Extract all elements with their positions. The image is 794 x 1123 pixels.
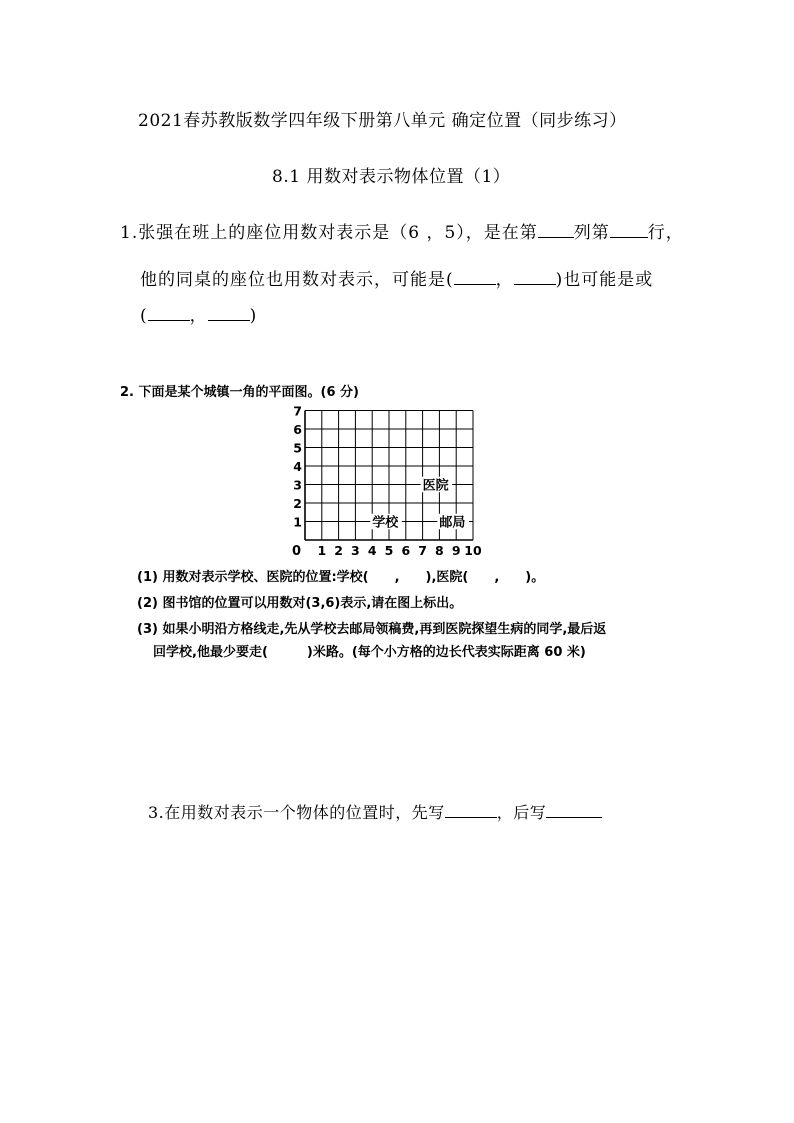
place-label: 学校 [372,515,399,531]
answer-blank-second[interactable] [546,803,602,818]
grid-origin-label: 0 [291,544,301,559]
q1-text-b: 列第 [573,223,610,243]
place-label: 邮局 [439,515,466,531]
q3-text-sep: ，后写 [496,803,547,822]
page-subtitle: 8.1 用数对表示物体位置（1） [272,167,511,187]
q2-sub-question-3-line-2: 回学校,他最少要走( )米路。(每个小方格的边长代表实际距离 60 米) [153,645,586,660]
grid-y-tick-label: 1 [293,514,302,530]
page-title: 2021春苏教版数学四年级下册第八单元 确定位置（同步练习） [138,111,627,131]
grid-x-tick-label: 4 [367,543,377,558]
q1-line2-text-a: 他的同桌的座位也用数对表示，可能是( [140,270,454,290]
grid-y-tick-label: 6 [293,422,302,437]
grid-y-tick-label: 2 [293,496,302,511]
grid-x-tick-label: 6 [401,543,411,558]
place-label: 医院 [422,478,449,494]
grid-x-tick-label: 2 [334,543,343,558]
grid-y-tick-label: 3 [293,477,302,493]
grid-y-tick-label: 7 [293,403,302,419]
q1-line3-close: ) [249,306,258,326]
grid-x-tick-label: 1 [317,543,327,558]
answer-blank-first[interactable] [445,803,497,818]
grid-x-tick-label: 9 [451,543,461,558]
q1-line2-sep: ， [495,270,514,290]
q1-text-a: 1.张强在班上的座位用数对表示是（6 ，5），是在第 [120,223,538,243]
q2-sub-question-1: (1) 用数对表示学校、医院的位置:学校( , ),医院( , )。 [137,570,545,585]
q2-sub-question-2: (2) 图书馆的位置可以用数对(3,6)表示,请在图上标出。 [137,596,463,611]
grid-y-tick-label: 4 [293,459,302,474]
grid-x-tick-label: 7 [418,543,427,558]
q1-text-c: 行， [647,223,684,243]
question-3 [148,800,602,823]
grid-y-tick-label: 5 [293,440,302,456]
grid-x-tick-label: 10 [464,543,482,558]
q1-line3-sep: ， [189,306,208,326]
q1-line3-open: ( [140,306,148,326]
question-2-heading: 2. 下面是某个城镇一角的平面图。(6 分) [120,385,359,400]
grid-axis-labels [292,404,482,560]
q2-sub-question-3-line-1: (3) 如果小明沿方格线走,先从学校去邮局领稿费,再到医院探望生病的同学,最后返 [137,622,607,637]
grid-x-tick-label: 5 [384,543,394,558]
grid-x-tick-label: 3 [351,543,360,558]
grid-x-tick-label: 8 [435,543,444,558]
q3-text-a: 3.在用数对表示一个物体的位置时，先写 [148,803,445,822]
q1-line2-text-b: )也可能是或 [555,270,654,290]
